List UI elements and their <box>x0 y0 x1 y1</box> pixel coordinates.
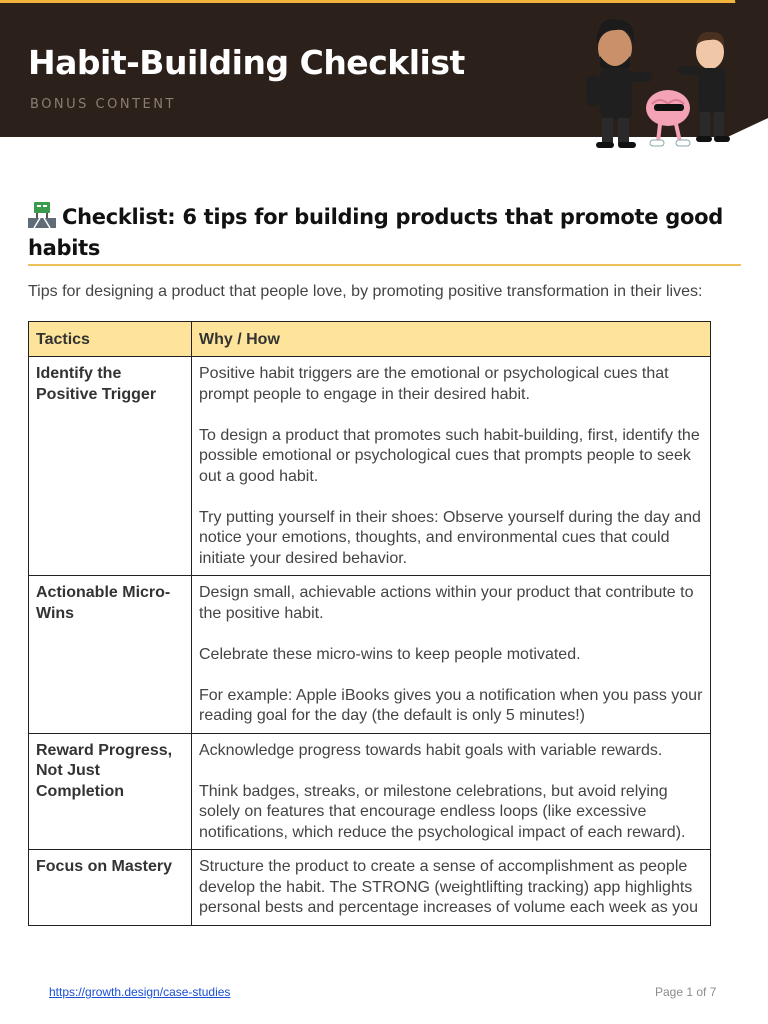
why-how-cell <box>192 576 711 734</box>
page-subtitle: BONUS CONTENT <box>30 97 176 112</box>
section-heading <box>28 200 728 264</box>
table-header-row <box>29 322 711 357</box>
intro-text: Tips for designing a product that people love, by promoting positive transformation in their lives: <box>28 283 703 300</box>
column-header-why-how: Why / How <box>192 322 711 357</box>
table-row <box>29 733 711 850</box>
case-studies-link[interactable]: https://growth.design/case-studies <box>49 985 231 999</box>
section-heading-wrap <box>28 200 728 264</box>
tactic-cell: Focus on Mastery <box>29 850 192 926</box>
page-title: Habit-Building Checklist <box>28 43 465 82</box>
tactic-cell: Reward Progress, Not Just Completion <box>29 733 192 850</box>
why-how-paragraph: Try putting yourself in their shoes: Observe yourself during the day and notice your emotions, thoughts, and environmental cues that could initiate your desired behavior. <box>199 508 701 567</box>
why-how-paragraph: Celebrate these micro-wins to keep people motivated. <box>199 645 581 663</box>
column-header-tactics: Tactics <box>29 322 192 357</box>
page-number: Page 1 of 7 <box>655 985 717 999</box>
table-row <box>29 357 711 576</box>
why-how-paragraph: Think badges, streaks, or milestone celebrations, but avoid relying solely on features that encourage endless loops (like excessive notifications, which reduce the psychological impact of each reward). <box>199 782 686 841</box>
tactic-cell: Identify the Positive Trigger <box>29 357 192 576</box>
characters-illustration-icon <box>560 0 768 170</box>
section-heading-text: Checklist: 6 tips for building products that promote good habits <box>28 205 723 260</box>
road-sign-emoji-icon <box>28 200 56 228</box>
why-how-paragraph: Acknowledge progress towards habit goals with variable rewards. <box>199 741 663 759</box>
why-how-paragraph: Positive habit triggers are the emotional or psychological cues that prompt people to engage in their desired habit. <box>199 365 669 403</box>
heading-divider <box>28 264 741 266</box>
why-how-paragraph: Design small, achievable actions within your product that contribute to the positive habit. <box>199 584 694 622</box>
tactic-cell: Actionable Micro-Wins <box>29 576 192 734</box>
why-how-cell <box>192 850 711 926</box>
why-how-paragraph: Structure the product to create a sense of accomplishment as people develop the habit. The STRONG (weightlifting tracking) app highlights personal bests and percentage increases of volume each week as you <box>199 858 698 916</box>
tactics-table <box>28 321 711 926</box>
why-how-paragraph: To design a product that promotes such habit-building, first, identify the possible emotional or psychological cues that prompts people to seek out a good habit. <box>199 426 700 485</box>
why-how-clip <box>199 857 703 919</box>
table-row <box>29 850 711 926</box>
why-how-paragraph: For example: Apple iBooks gives you a notification when you pass your reading goal for the day (the default is only 5 minutes!) <box>199 686 703 724</box>
table-row <box>29 576 711 734</box>
why-how-cell <box>192 357 711 576</box>
why-how-cell <box>192 733 711 850</box>
